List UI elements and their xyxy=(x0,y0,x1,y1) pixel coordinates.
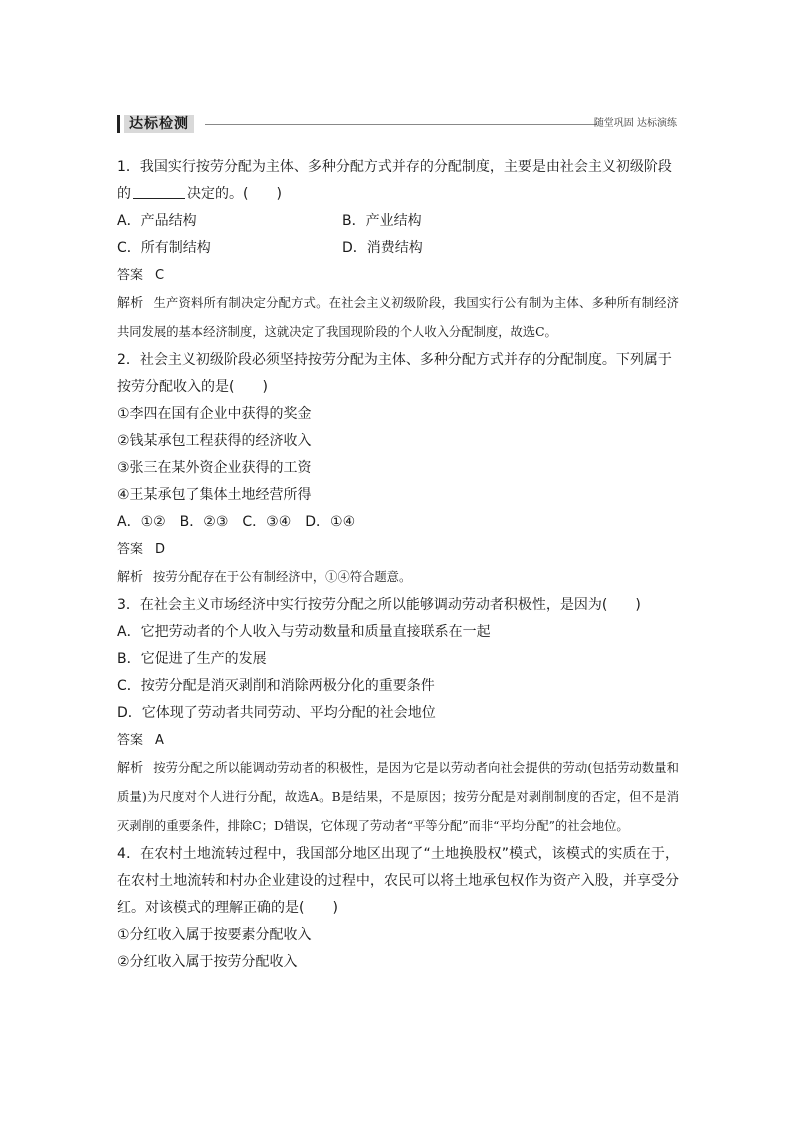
statement-1: ①李四在国有企业中获得的奖金 xyxy=(117,406,312,422)
question-stem: 2．社会主义初级阶段必须坚持按劳分配为主体、多种分配方式并存的分配制度。下列属于 xyxy=(117,352,672,368)
statement-2: ②钱某承包工程获得的经济收入 xyxy=(117,433,312,449)
explanation xyxy=(117,563,679,592)
question-stem-cont xyxy=(117,181,679,208)
section-header xyxy=(117,113,677,135)
question-stem: 4．在农村土地流转过程中，我国部分地区出现了“土地换股权”模式，该模式的实质在于，在农村土地流转和村办企业建设的过程中，农民可以将土地承包权作为资产入股，并享受分红。对该模式的理解正确的是( ) xyxy=(117,846,679,916)
option-d: D．消费结构 xyxy=(342,240,423,256)
statement-4: ④王某承包了集体土地经营所得 xyxy=(117,487,312,503)
answer-label: 答案 xyxy=(117,268,144,283)
section-title: 达标检测 xyxy=(124,115,194,133)
explanation-text: 生产资料所有制决定分配方式。在社会主义初级阶段，我国实行公有制为主体、多种所有制经济共同发展的基本经济制度，这就决定了我国现阶段的个人收入分配制度，故选C。 xyxy=(117,296,679,339)
section-subtitle: 随堂巩固 达标演练 xyxy=(593,118,677,129)
answer-label: 答案 xyxy=(117,542,144,557)
questions xyxy=(117,154,679,976)
stem-part: 的 xyxy=(117,186,131,202)
explanation-label: 解析 xyxy=(117,570,144,585)
answer-value: D xyxy=(155,542,166,557)
question-stem: 1．我国实行按劳分配为主体、多种分配方式并存的分配制度，主要是由社会主义初级阶段 xyxy=(117,159,672,175)
answer xyxy=(117,262,679,289)
header-bar xyxy=(117,115,120,133)
stem-part: 决定的。( ) xyxy=(187,186,282,202)
question-1 xyxy=(117,154,679,347)
answer-value: A xyxy=(155,733,164,748)
options-row: A．①② B．②③ C．③④ D．①④ xyxy=(117,514,356,530)
explanation-label: 解析 xyxy=(117,296,144,311)
statement-1: ①分红收入属于按要素分配收入 xyxy=(117,927,312,943)
options-row xyxy=(117,208,679,235)
options-row xyxy=(117,235,679,262)
option-c: C．所有制结构 xyxy=(117,240,211,256)
fill-blank xyxy=(133,184,185,199)
explanation-text: 按劳分配之所以能调动劳动者的积极性，是因为它是以劳动者向社会提供的劳动(包括劳动数量和质量)为尺度对个人进行分配，故选A。B是结果，不是原因；按劳分配是对剥削制度的否定，但不是消灭剥削的重要条件，排除C；D错误，它体现了劳动者“平等分配”而非“平均分配”的社会地位。 xyxy=(117,761,679,833)
statement-2: ②分红收入属于按劳分配收入 xyxy=(117,954,298,970)
option-a: A．产品结构 xyxy=(117,213,197,229)
answer xyxy=(117,536,679,563)
answer-label: 答案 xyxy=(117,733,144,748)
header-rule xyxy=(205,124,597,125)
question-stem: 3．在社会主义市场经济中实行按劳分配之所以能够调动劳动者积极性，是因为( ) xyxy=(117,597,641,613)
statement-3: ③张三在某外资企业获得的工资 xyxy=(117,460,312,476)
option-a: A．它把劳动者的个人收入与劳动数量和质量直接联系在一起 xyxy=(117,624,491,640)
explanation xyxy=(117,754,679,841)
question-4 xyxy=(117,841,679,976)
explanation xyxy=(117,289,679,347)
explanation-text: 按劳分配存在于公有制经济中，①④符合题意。 xyxy=(153,570,412,584)
question-stem-cont: 按劳分配收入的是( ) xyxy=(117,379,268,395)
option-b: B．产业结构 xyxy=(342,213,422,229)
question-3 xyxy=(117,592,679,841)
answer-value: C xyxy=(155,268,165,283)
option-d: D．它体现了劳动者共同劳动、平均分配的社会地位 xyxy=(117,705,436,721)
answer xyxy=(117,727,679,754)
explanation-label: 解析 xyxy=(117,761,144,776)
question-2 xyxy=(117,347,679,592)
option-c: C．按劳分配是消灭剥削和消除两极分化的重要条件 xyxy=(117,678,435,694)
option-b: B．它促进了生产的发展 xyxy=(117,651,267,667)
